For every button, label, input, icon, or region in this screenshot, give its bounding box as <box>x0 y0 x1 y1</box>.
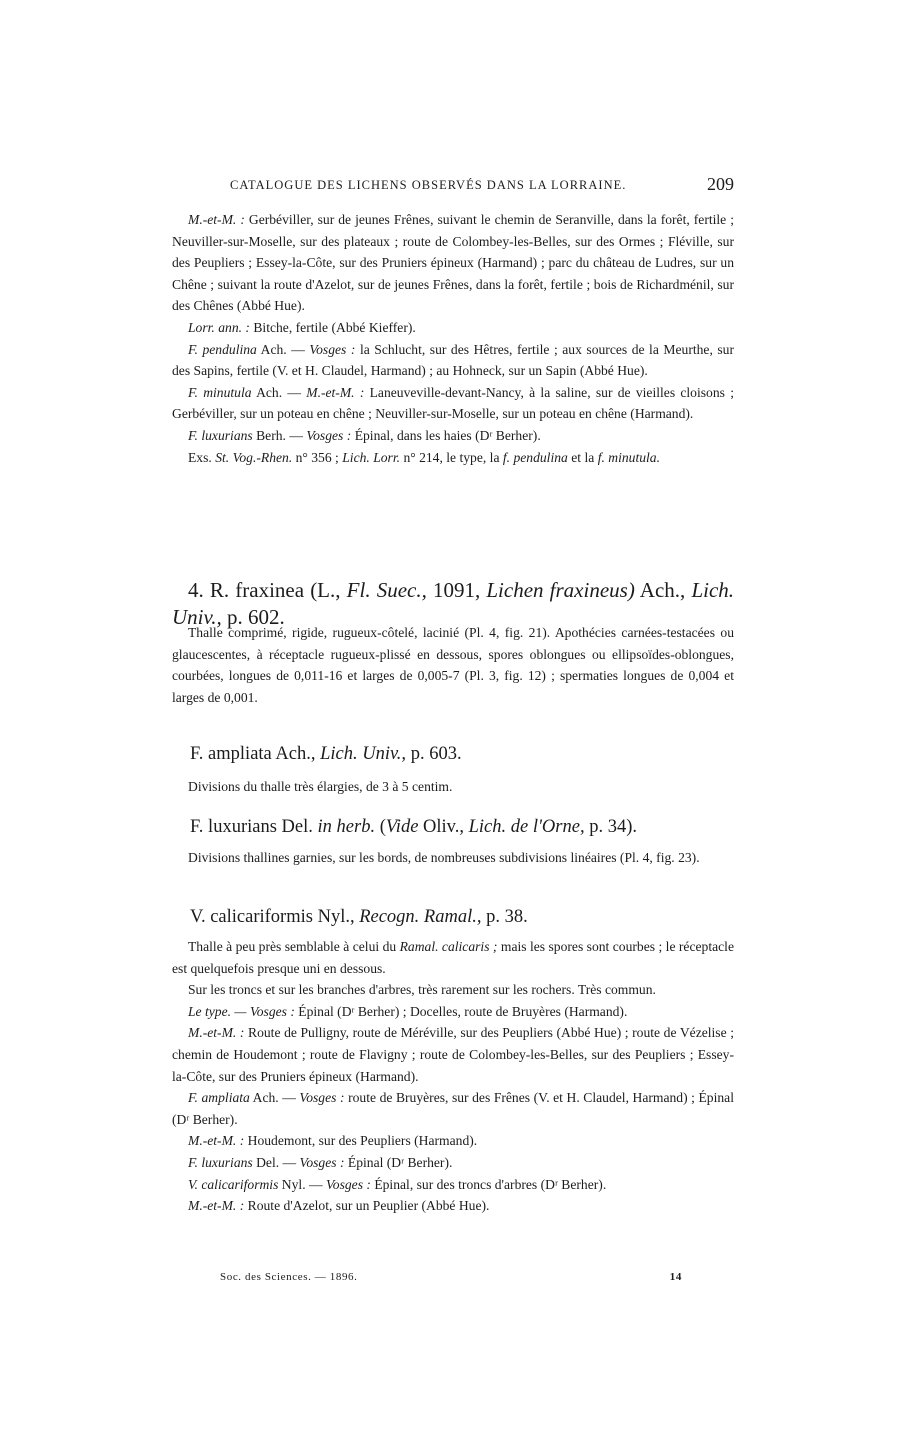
var-calicariformis-heading: V. calicariformis Nyl., Recogn. Ramal., p. 38. <box>190 907 528 927</box>
paragraph: F. pendulina Ach. — Vosges : la Schlucht, sur des Hêtres, fertile ; aux sources de la Meurthe, sur des Sapins, fertile (V. et H. Claudel, Harmand) ; au Hohneck, sur un Sapin (Abbé Hue). <box>172 341 734 379</box>
form-luxurians-heading: F. luxurians Del. in herb. (Vide Oliv., Lich. de l'Orne, p. 34). <box>190 817 637 837</box>
paragraph: F. luxurians Berh. — Vosges : Épinal, dans les haies (Dʳ Berher). <box>188 427 541 443</box>
page-header <box>172 176 734 198</box>
top-locality-block <box>172 209 734 468</box>
signature-mark: 14 <box>669 1271 682 1283</box>
paragraph: F. minutula Ach. — M.-et-M. : Laneuveville-devant-Nancy, à la saline, sur de vieilles cloisons ; Gerbéviller, sur un poteau en chêne ; Neuviller-sur-Moselle, sur un poteau en chêne (Harmand). <box>172 384 734 422</box>
page-footer <box>172 1271 734 1289</box>
form-ampliata-heading: F. ampliata Ach., Lich. Univ., p. 603. <box>190 744 462 764</box>
paragraph: M.-et-M. : Gerbéviller, sur de jeunes Frênes, suivant le chemin de Seranville, dans la forêt, fertile ; Neuviller-sur-Moselle, sur des plateaux ; route de Colombey-les-Belles, sur des Ormes ; Fléville, sur des Peupliers ; Essey-la-Côte, sur des Pruniers épineux (Harmand) ; parc du château de Ludres, sur un Chêne ; suivant la route d'Azelot, sur de jeunes Frênes, dans la forêt, fertile ; bois de Richardménil, sur des Chênes (Abbé Hue). <box>172 212 735 314</box>
species-4-heading: 4. R. fraxinea (L., Fl. Suec., 1091, Lichen fraxineus) Ach., Lich. Univ., p. 602. <box>172 578 735 629</box>
paragraph: Lorr. ann. : Bitche, fertile (Abbé Kieffer). <box>188 319 416 335</box>
society-imprint: Soc. des Sciences. — 1896. <box>220 1271 358 1283</box>
species-4-description: Thalle comprimé, rigide, rugueux-côtelé, lacinié (Pl. 4, fig. 21). Apothécies carnées-testacées ou glaucescentes, à réceptacle rugueux-plissé en dessous, spores oblongues ou ellipsoïdes-oblongues, courbées, longues de 0,011-16 et larges de 0,005-7 (Pl. 3, fig. 12) ; spermaties longues de 0,004 et larges de 0,001. <box>172 625 734 705</box>
form-luxurians-description: Divisions thallines garnies, sur les bords, de nombreuses subdivisions linéaires (Pl. 4, fig. 23). <box>188 850 700 865</box>
page-number: 209 <box>707 174 734 194</box>
running-title: CATALOGUE DES LICHENS OBSERVÉS DANS LA LORRAINE. <box>230 178 627 192</box>
var-calicariformis-description: Thalle à peu près semblable à celui du Ramal. calicaris ; mais les spores sont courbes ; le réceptacle est quelquefois presque uni en dessous. Sur les troncs et sur les branches d'arbres, très rarement sur les rochers. Très commun. Le type. — Vosges : Épinal (Dʳ Berher) ; Docelles, route de Bruyères (Harmand). M.-et-M. : Route de Pulligny, route de Méréville, sur des Peupliers (Abbé Hue) ; route de Vézelise ; chemin de Houdemont ; route de Flavigny ; route de Colombey-les-Belles, sur des Peupliers ; Essey-la-Côte, sur des Pruniers épineux (Harmand). F. ampliata Ach. — Vosges : route de Bruyères, sur des Frênes (V. et H. Claudel, Harmand) ; Épinal (Dʳ Berher). M.-et-M. : Houdemont, sur des Peupliers (Harmand). F. luxurians Del. — Vosges : Épinal (Dʳ Berher). V. calicariformis Nyl. — Vosges : Épinal, sur des troncs d'arbres (Dʳ Berher). M.-et-M. : Route d'Azelot, sur un Peuplier (Abbé Hue). <box>172 939 734 1214</box>
form-ampliata-description: Divisions du thalle très élargies, de 3 à 5 centim. <box>188 779 453 794</box>
exsiccata-paragraph: Exs. St. Vog.-Rhen. n° 356 ; Lich. Lorr. n° 214, le type, la f. pendulina et la f. minutula. <box>188 449 660 465</box>
